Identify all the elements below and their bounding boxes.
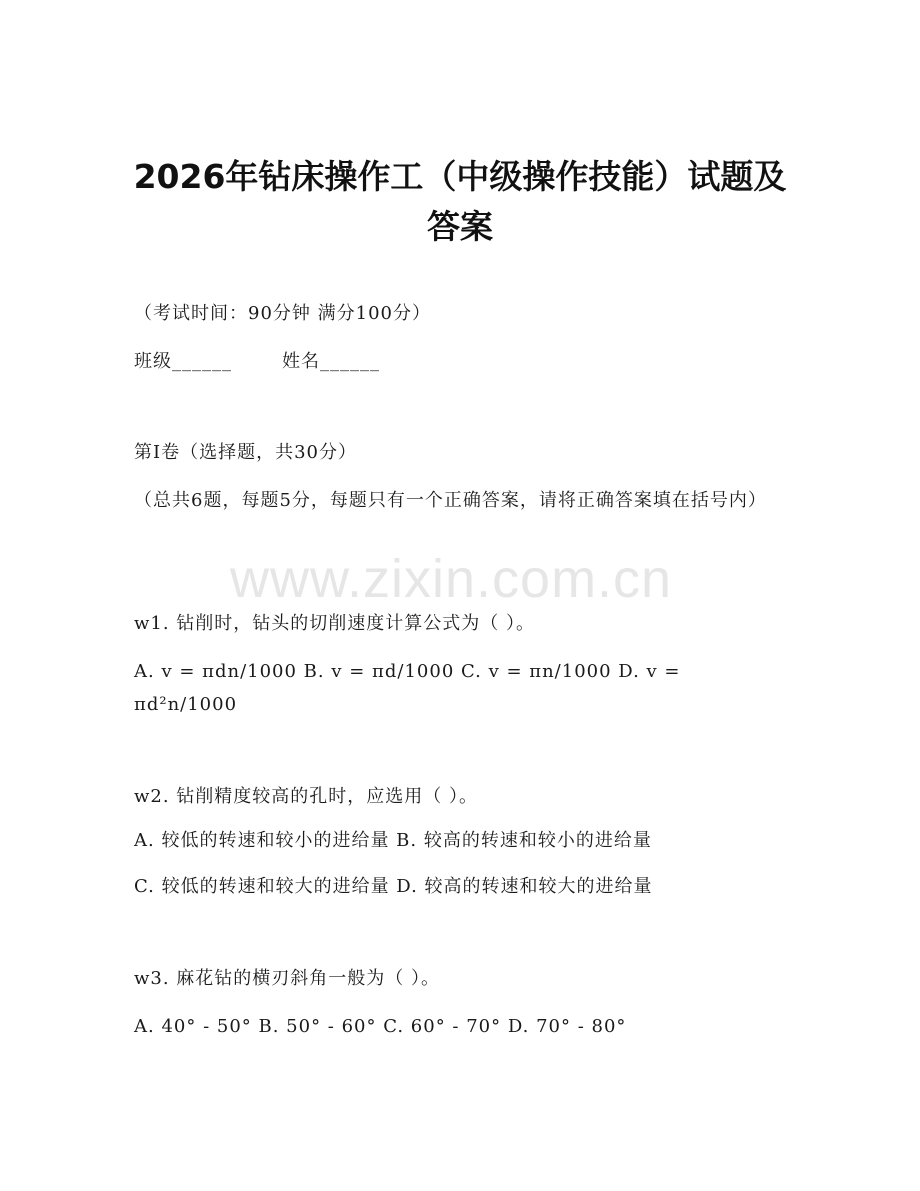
class-label: 班级______ <box>134 351 232 372</box>
question-stem: w1. 钻削时，钻头的切削速度计算公式为（ ）。 <box>134 613 536 634</box>
question-options: A. 40° - 50° B. 50° - 60° C. 60° - 70° D. 70° - 80° <box>134 1016 627 1037</box>
question-options-line-2: C. 较低的转速和较大的进给量 D. 较高的转速和较大的进给量 <box>134 876 653 897</box>
student-info-row <box>134 350 380 374</box>
question-options: A. v = πdn/1000 B. v = πd/1000 C. v = πn/1000 D. v = πd²n/1000 <box>134 661 681 715</box>
question-stem: w2. 钻削精度较高的孔时，应选用（ ）。 <box>134 786 479 807</box>
exam-info: （考试时间：90分钟 满分100分） <box>134 303 431 324</box>
title-line-2: 答案 <box>427 207 493 246</box>
title-line-1: 2026年钻床操作工（中级操作技能）试题及 <box>133 157 787 196</box>
section-title: 第I卷（选择题，共30分） <box>134 442 358 463</box>
site-watermark: www.zixin.com.cn <box>230 549 673 609</box>
name-label: 姓名______ <box>282 351 380 372</box>
section-instructions: （总共6题，每题5分，每题只有一个正确答案，请将正确答案填在括号内） <box>134 490 767 511</box>
question-options-line-1: A. 较低的转速和较小的进给量 B. 较高的转速和较小的进给量 <box>134 830 652 851</box>
question-stem: w3. 麻花钻的横刃斜角一般为（ ）。 <box>134 968 441 989</box>
document-title <box>100 152 820 252</box>
